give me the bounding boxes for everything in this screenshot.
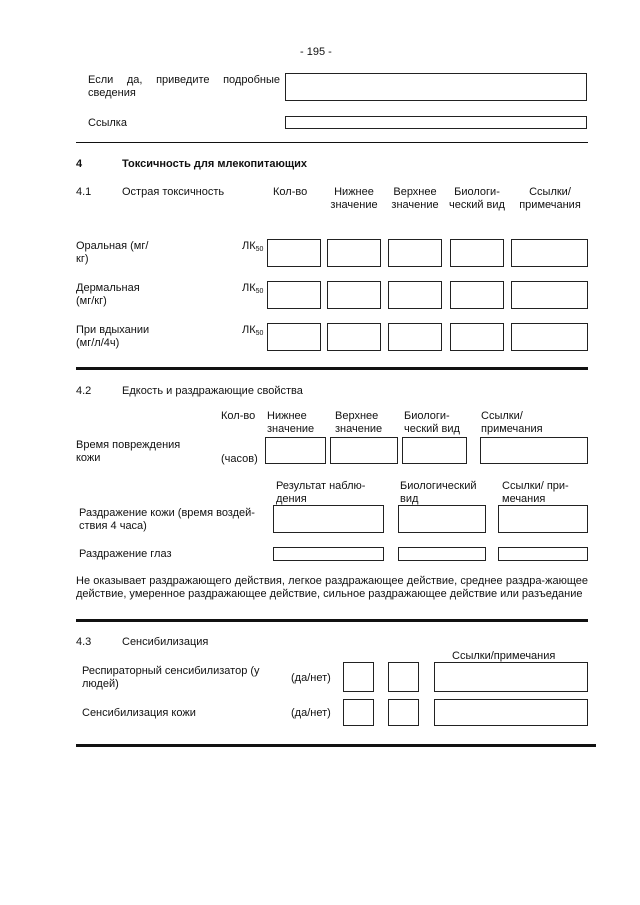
dermal-qty-field[interactable] [267, 281, 321, 309]
oral-lower-field[interactable] [327, 239, 381, 267]
bottom-thick-divider [76, 744, 596, 747]
link-field[interactable] [285, 116, 587, 129]
s42-header-qty: Кол-во [221, 410, 256, 422]
resp-refs-field[interactable] [434, 662, 588, 692]
time-bio-field[interactable] [402, 437, 467, 464]
s41-row-inhal-lk: $ЛК_{50}$ [242, 324, 264, 337]
s41-header-upper: Верхнее значение [391, 186, 439, 211]
dermal-lower-field[interactable] [327, 281, 381, 309]
time-label: Время повреждения кожи [76, 439, 181, 464]
s41-row-oral-label: Оральная (мг/кг) [76, 240, 149, 265]
skin-refs-field[interactable] [498, 505, 588, 533]
inhal-qty-field[interactable] [267, 323, 321, 351]
page-number: - 195 - [300, 46, 332, 58]
s41-header-qty: Кол-во [273, 186, 308, 198]
hours-label: (часов) [221, 453, 258, 465]
s42-header-refs2: Ссылки/ при-мечания [502, 480, 569, 505]
thick-divider-2 [76, 619, 588, 622]
inhal-bio-field[interactable] [450, 323, 504, 351]
resp-yes-box[interactable] [343, 662, 374, 692]
s41-title: Острая токсичность [122, 186, 225, 198]
s41-row-oral-lk: $ЛК_{50}$ [242, 240, 264, 253]
eye-result-field[interactable] [273, 547, 384, 561]
s41-header-bio: Биологи-ческий вид [449, 186, 505, 211]
irritation-scale-note: Не оказывает раздражающего действия, легкое раздражающее действие, среднее раздра-жающее действие, умеренное раздражающее действие, сильное раздражающее действие или разъедание [76, 575, 588, 600]
s42-header-bio: Биологи-ческий вид [404, 410, 460, 435]
dermal-bio-field[interactable] [450, 281, 504, 309]
s43-refs-header: Ссылки/примечания [452, 650, 556, 662]
dermal-upper-field[interactable] [388, 281, 442, 309]
s41-row-inhal-label: При вдыхании (мг/л/4ч) [76, 324, 150, 349]
oral-refs-field[interactable] [511, 239, 588, 267]
skin-yesno-label: (да/нет) [291, 707, 331, 719]
eye-bio-field[interactable] [398, 547, 486, 561]
s41-header-refs: Ссылки/ примечания [519, 186, 581, 211]
dermal-refs-field[interactable] [511, 281, 588, 309]
details-field[interactable] [285, 73, 587, 101]
inhal-upper-field[interactable] [388, 323, 442, 351]
inhal-refs-field[interactable] [511, 323, 588, 351]
section-4-title: Токсичность для млекопитающих [122, 158, 308, 170]
oral-bio-field[interactable] [450, 239, 504, 267]
skin-refs-field[interactable] [434, 699, 588, 726]
s41-row-dermal-label: Дермальная (мг/кг) [76, 282, 140, 307]
link-label: Ссылка [88, 117, 127, 129]
inhal-lower-field[interactable] [327, 323, 381, 351]
time-lower-field[interactable] [265, 437, 326, 464]
s42-title: Едкость и раздражающие свойства [122, 385, 303, 397]
thick-divider [76, 367, 588, 370]
s42-header-upper: Верхнее значение [335, 410, 383, 435]
skin-bio-field[interactable] [398, 505, 486, 533]
oral-upper-field[interactable] [388, 239, 442, 267]
s43-number: 4.3 [76, 636, 92, 648]
s42-header-bio2: Биологический вид [400, 480, 477, 505]
time-refs-field[interactable] [480, 437, 588, 464]
s42-header-lower: Нижнее значение [267, 410, 315, 435]
eye-irritation-label: Раздражение глаз [79, 548, 172, 560]
resp-yesno-label: (да/нет) [291, 672, 331, 684]
divider [76, 142, 588, 143]
skin-irritation-label: Раздражение кожи (время воздей-ствия 4 часа) [79, 507, 255, 532]
skin-sensitization-label: Сенсибилизация кожи [82, 707, 196, 719]
skin-no-box[interactable] [388, 699, 419, 726]
resp-sensitizer-label: Респираторный сенсибилизатор (у людей) [82, 665, 260, 690]
section-4-number: 4 [76, 158, 83, 170]
s41-number: 4.1 [76, 186, 92, 198]
s43-title: Сенсибилизация [122, 636, 209, 648]
oral-qty-field[interactable] [267, 239, 321, 267]
s41-header-lower: Нижнее значение [330, 186, 378, 211]
skin-result-field[interactable] [273, 505, 384, 533]
details-label: Если да, приведите подробные сведения [88, 74, 280, 99]
skin-yes-box[interactable] [343, 699, 374, 726]
s41-row-dermal-lk: $ЛК_{50}$ [242, 282, 264, 295]
s42-number: 4.2 [76, 385, 92, 397]
s42-header-result: Результат наблю-дения [276, 480, 366, 505]
time-upper-field[interactable] [330, 437, 398, 464]
s42-header-refs: Ссылки/ примечания [481, 410, 543, 435]
resp-no-box[interactable] [388, 662, 419, 692]
eye-refs-field[interactable] [498, 547, 588, 561]
